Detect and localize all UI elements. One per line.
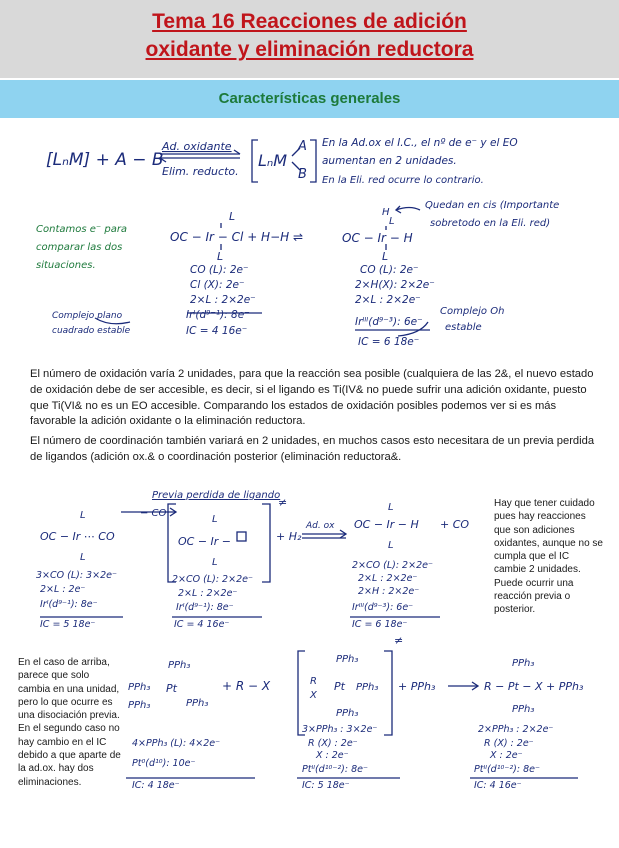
scheme3-complex1: OC − Ir ⋯ CO	[40, 530, 115, 543]
scheme1-note-3: En la Eli. red ocurre lo contrario.	[322, 175, 484, 186]
count-right-3: 2×L : 2×2e⁻	[355, 294, 421, 306]
s4-ts-x: X	[310, 690, 317, 701]
ligand-l-bottom: L	[217, 250, 224, 263]
s3-count1-2: 2×L : 2e⁻	[40, 584, 86, 595]
count-right-2: 2×H(X): 2×2e⁻	[355, 279, 435, 291]
s4-count2-1: 3×PPh₃ : 3×2e⁻	[302, 724, 378, 735]
green-note-3: situaciones.	[36, 260, 96, 271]
s3-count3-2: 2×L : 2×2e⁻	[358, 573, 418, 584]
product-b: B	[298, 167, 307, 182]
s4-count3-4: Ptᴵᴵ(d¹⁰⁻²): 8e⁻	[474, 764, 540, 775]
s4-ts-pph3-right: PPh₃	[356, 682, 379, 693]
s4-dagger: ≠	[394, 634, 404, 647]
s4-ts-pph3-top: PPh₃	[336, 654, 359, 665]
s3-count3-4: Irᴵᴵᴵ(d⁹⁻³): 6e⁻	[352, 602, 414, 613]
note-plano-2: cuadrado estable	[52, 326, 131, 336]
s4-prod-pph3-top: PPh₃	[512, 658, 535, 669]
minus-co: − CO	[140, 508, 167, 519]
s4-count1-2: Pt⁰(d¹⁰): 10e⁻	[132, 758, 196, 769]
s3-count2-2: 2×L : 2×2e⁻	[178, 588, 238, 599]
side-note-example: En el caso de arriba, parece que solo cambia en una unidad, pero lo que ocurre es una disociación previa. En el segundo caso no hay cambio en el IC debido a que aparte de la ad.ox. hay dos eliminaciones.	[18, 657, 121, 788]
scheme3-c2-l-bottom: L	[212, 557, 218, 568]
note-oh-2: estable	[445, 322, 482, 333]
count-right-5: IC = 6 18e⁻	[358, 336, 420, 348]
s3-count3-5: IC = 6 18e⁻	[352, 619, 408, 630]
s4-count3-1: 2×PPh₃ : 2×2e⁻	[478, 724, 554, 735]
arrow-bottom-label: Elim. reducto.	[162, 165, 239, 178]
plus-pph3: + PPh₃	[398, 680, 436, 693]
count-left-1: CO (L): 2e⁻	[190, 264, 249, 276]
s4-prod-pph3-bottom: PPh₃	[512, 704, 535, 715]
s4-ts-r: R	[310, 676, 317, 687]
s3-count1-3: Irᴵ(d⁹⁻¹): 8e⁻	[40, 599, 98, 610]
s4-pt: Pt	[166, 682, 177, 695]
green-note-2: comparar las dos	[36, 242, 123, 253]
s3-count1-1: 3×CO (L): 3×2e⁻	[36, 570, 117, 581]
s3-count2-4: IC = 4 16e⁻	[174, 619, 230, 630]
product-h-top: H	[382, 207, 390, 218]
scheme3-c1-l-top: L	[80, 510, 86, 521]
count-left-4: Irᴵ(d⁹⁻¹): 8e⁻	[186, 309, 250, 321]
count-right-4: Irᴵᴵᴵ(d⁹⁻³): 6e⁻	[355, 316, 423, 328]
s4-pph3-right: PPh₃	[186, 698, 209, 709]
cis-note-2: sobretodo en la Eli. red)	[430, 218, 551, 229]
s4-pph3-left: PPh₃	[128, 682, 151, 693]
s4-ts-pt: Pt	[334, 680, 345, 693]
count-right-1: CO (L): 2e⁻	[360, 264, 419, 276]
count-left-5: IC = 4 16e⁻	[186, 325, 248, 337]
s3-count3-1: 2×CO (L): 2×2e⁻	[352, 560, 433, 571]
cis-note-1: Quedan en cis (Importante	[425, 200, 560, 211]
title-line-1: Tema 16 Reacciones de adición	[152, 10, 467, 33]
note-oh-1: Complejo Oh	[440, 306, 505, 317]
product-a: A	[298, 139, 307, 154]
arrow-ad-ox: Ad. ox	[306, 521, 335, 531]
s4-count3-5: IC: 4 16e⁻	[474, 780, 522, 791]
s4-count1-3: IC: 4 18e⁻	[132, 780, 180, 791]
paragraph-coordination-number: El número de coordinación también variará en 2 unidades, en muchos casos esto necesitara de un previa perdida de ligandos (adición ox.& o coordinación posterior (eliminación reductora&.	[30, 435, 595, 463]
scheme3-c3-l-bottom: L	[388, 540, 394, 551]
scheme3-dagger: ≠	[278, 496, 288, 509]
scheme3-title: Previa perdida de ligando	[152, 490, 281, 501]
s4-count2-3: X : 2e⁻	[316, 750, 349, 761]
side-note-caution: Hay que tener cuidado pues hay reacciones que son adiciones oxidantes, aunque no se cumpla que el IC cambie 2 unidades. Puede ocurrir una reacción previa o posterior.	[494, 498, 603, 616]
scheme3-complex3: OC − Ir − H	[354, 518, 419, 531]
plus-h2: + H₂	[276, 530, 302, 543]
scheme3-c2-l-top: L	[212, 514, 218, 525]
product-l-bottom: L	[382, 250, 389, 263]
s4-ts-pph3-bottom: PPh₃	[336, 708, 359, 719]
s3-count3-3: 2×H : 2×2e⁻	[358, 586, 420, 597]
count-left-2: Cl (X): 2e⁻	[190, 279, 245, 291]
title-line-2: oxidante y eliminación reductora	[145, 38, 474, 61]
note-plano-1: Complejo plano	[52, 311, 123, 321]
arrow-top-label: Ad. oxidante	[162, 140, 232, 153]
product-ir: OC − Ir − H	[342, 231, 413, 245]
green-note-1: Contamos e⁻ para	[36, 224, 128, 235]
scheme3-c3-l-top: L	[388, 502, 394, 513]
s4-count3-3: X : 2e⁻	[490, 750, 523, 761]
s4-product: R − Pt − X + PPh₃	[484, 680, 584, 693]
s4-count2-5: IC: 5 18e⁻	[302, 780, 350, 791]
eq-left: [LₙM] + A − B	[46, 150, 164, 170]
section-title: Características generales	[218, 90, 401, 107]
s4-count2-2: R (X) : 2e⁻	[308, 738, 358, 749]
scheme3-complex2: OC − Ir −	[178, 535, 232, 548]
ligand-l-top: L	[229, 210, 236, 223]
scheme1-note-2: aumentan en 2 unidades.	[322, 155, 457, 167]
count-left-3: 2×L : 2×2e⁻	[190, 294, 256, 306]
s3-count2-3: Irᴵ(d⁹⁻¹): 8e⁻	[176, 602, 234, 613]
s3-count1-4: IC = 5 18e⁻	[40, 619, 96, 630]
product-metal: LₙM	[258, 151, 288, 170]
plus-rx: + R − X	[222, 679, 271, 693]
reactant-ir: OC − Ir − Cl + H−H ⇌	[170, 230, 304, 244]
plus-co: + CO	[440, 518, 470, 531]
s4-count1-1: 4×PPh₃ (L): 4×2e⁻	[132, 738, 221, 749]
scheme3-c1-l-bottom: L	[80, 552, 86, 563]
s3-count2-1: 2×CO (L): 2×2e⁻	[172, 574, 253, 585]
s4-pph3-bottom: PPh₃	[128, 700, 151, 711]
s4-pph3-top: PPh₃	[168, 660, 191, 671]
paragraph-oxidation-state: El número de oxidación varía 2 unidades, para que la reacción sea posible (cualquiera de las 2&, el nuevo estado de oxidación debe de ser accesible, es decir, si el ligando es Ti(IV& no puede sufrir una adición oxidante, puesto que Ti(VI& no es un EO accesible. Comparando los estados de oxidación posibles podemos ver si es más favorable la adición oxidante o la eliminación reductora.	[30, 368, 594, 428]
s4-count2-4: Ptᴵᴵ(d¹⁰⁻²): 8e⁻	[302, 764, 368, 775]
scheme1-note-1: En la Ad.ox el I.C., el nº de e⁻ y el EO	[322, 137, 518, 149]
s4-count3-2: R (X) : 2e⁻	[484, 738, 534, 749]
product-l-top: L	[389, 216, 395, 227]
